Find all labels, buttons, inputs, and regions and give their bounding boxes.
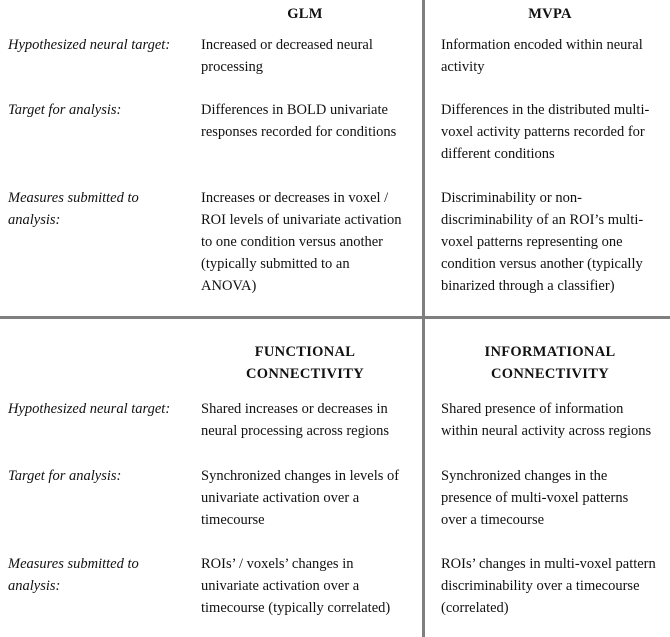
row-label	[8, 553, 139, 597]
cell-line: timecourse	[201, 512, 265, 528]
cell-line: univariate activation over a	[201, 490, 360, 506]
cell-line: different conditions	[441, 146, 555, 162]
cell-line: Increased or decreased neural	[201, 37, 373, 53]
functional-connectivity-header	[200, 341, 410, 385]
header-line: CONNECTIVITY	[245, 366, 364, 382]
cell-line: ANOVA)	[201, 278, 257, 294]
cell-line: responses recorded for conditions	[201, 124, 397, 140]
cell	[201, 465, 399, 531]
cell-line: Differences in the distributed multi-	[441, 102, 650, 118]
cell-line: Synchronized changes in levels of	[201, 468, 400, 484]
label-line: analysis:	[8, 212, 61, 228]
label-line: Measures submitted to	[8, 190, 139, 206]
row-label	[8, 187, 139, 231]
cell-line: activity	[441, 59, 485, 75]
cell-line: within neural activity across regions	[441, 423, 652, 439]
row-label: Hypothesized neural target:	[8, 401, 171, 417]
cell-line: Synchronized changes in the	[441, 468, 608, 484]
header-line: FUNCTIONAL	[254, 344, 356, 360]
cell-line: voxel patterns representing one	[441, 234, 623, 250]
informational-connectivity-header	[440, 341, 660, 385]
cell-line: timecourse (typically correlated)	[201, 600, 391, 616]
cell	[441, 465, 628, 531]
cell-line: discriminability over a timecourse	[441, 578, 640, 594]
horizontal-divider	[0, 316, 670, 319]
cell-line: condition versus another (typically	[441, 256, 643, 272]
cell	[441, 553, 656, 619]
cell-line: ROIs’ / voxels’ changes in	[201, 556, 354, 572]
cell-line: neural processing across regions	[201, 423, 390, 439]
cell-line: (correlated)	[441, 600, 509, 616]
cell	[441, 99, 649, 165]
cell	[441, 398, 651, 442]
mvpa-header: MVPA	[528, 6, 572, 22]
header-line: INFORMATIONAL	[484, 344, 616, 360]
cell	[201, 398, 389, 442]
row-label: Target for analysis:	[8, 102, 122, 118]
label-line: Measures submitted to	[8, 556, 139, 572]
cell	[201, 187, 402, 297]
cell	[441, 187, 643, 297]
cell-line: binarized through a classifier)	[441, 278, 615, 294]
cell-line: ROI levels of univariate activation	[201, 212, 402, 228]
glm-header: GLM	[287, 6, 323, 22]
cell	[201, 553, 390, 619]
cell-line: to one condition versus another	[201, 234, 384, 250]
cell-line: Information encoded within neural	[441, 37, 643, 53]
cell	[201, 99, 396, 143]
cell	[201, 34, 373, 78]
cell-line: Increases or decreases in voxel /	[201, 190, 389, 206]
cell-line: Discriminability or non-	[441, 190, 582, 206]
header-line: CONNECTIVITY	[490, 366, 609, 382]
cell-line: Shared presence of information	[441, 401, 624, 417]
cell-line: presence of multi-voxel patterns	[441, 490, 629, 506]
row-label: Target for analysis:	[8, 468, 122, 484]
cell-line: Shared increases or decreases in	[201, 401, 388, 417]
cell-line: ROIs’ changes in multi-voxel pattern	[441, 556, 656, 572]
row-label: Hypothesized neural target:	[8, 37, 171, 53]
cell-line: univariate activation over a	[201, 578, 360, 594]
cell	[441, 34, 643, 78]
cell-line: (typically submitted to an	[201, 256, 350, 272]
label-line: analysis:	[8, 578, 61, 594]
cell-line: voxel activity patterns recorded for	[441, 124, 645, 140]
cell-line: Differences in BOLD univariate	[201, 102, 388, 118]
cell-line: processing	[201, 59, 264, 75]
cell-line: discriminability of an ROI’s multi-	[441, 212, 644, 228]
cell-line: over a timecourse	[441, 512, 545, 528]
